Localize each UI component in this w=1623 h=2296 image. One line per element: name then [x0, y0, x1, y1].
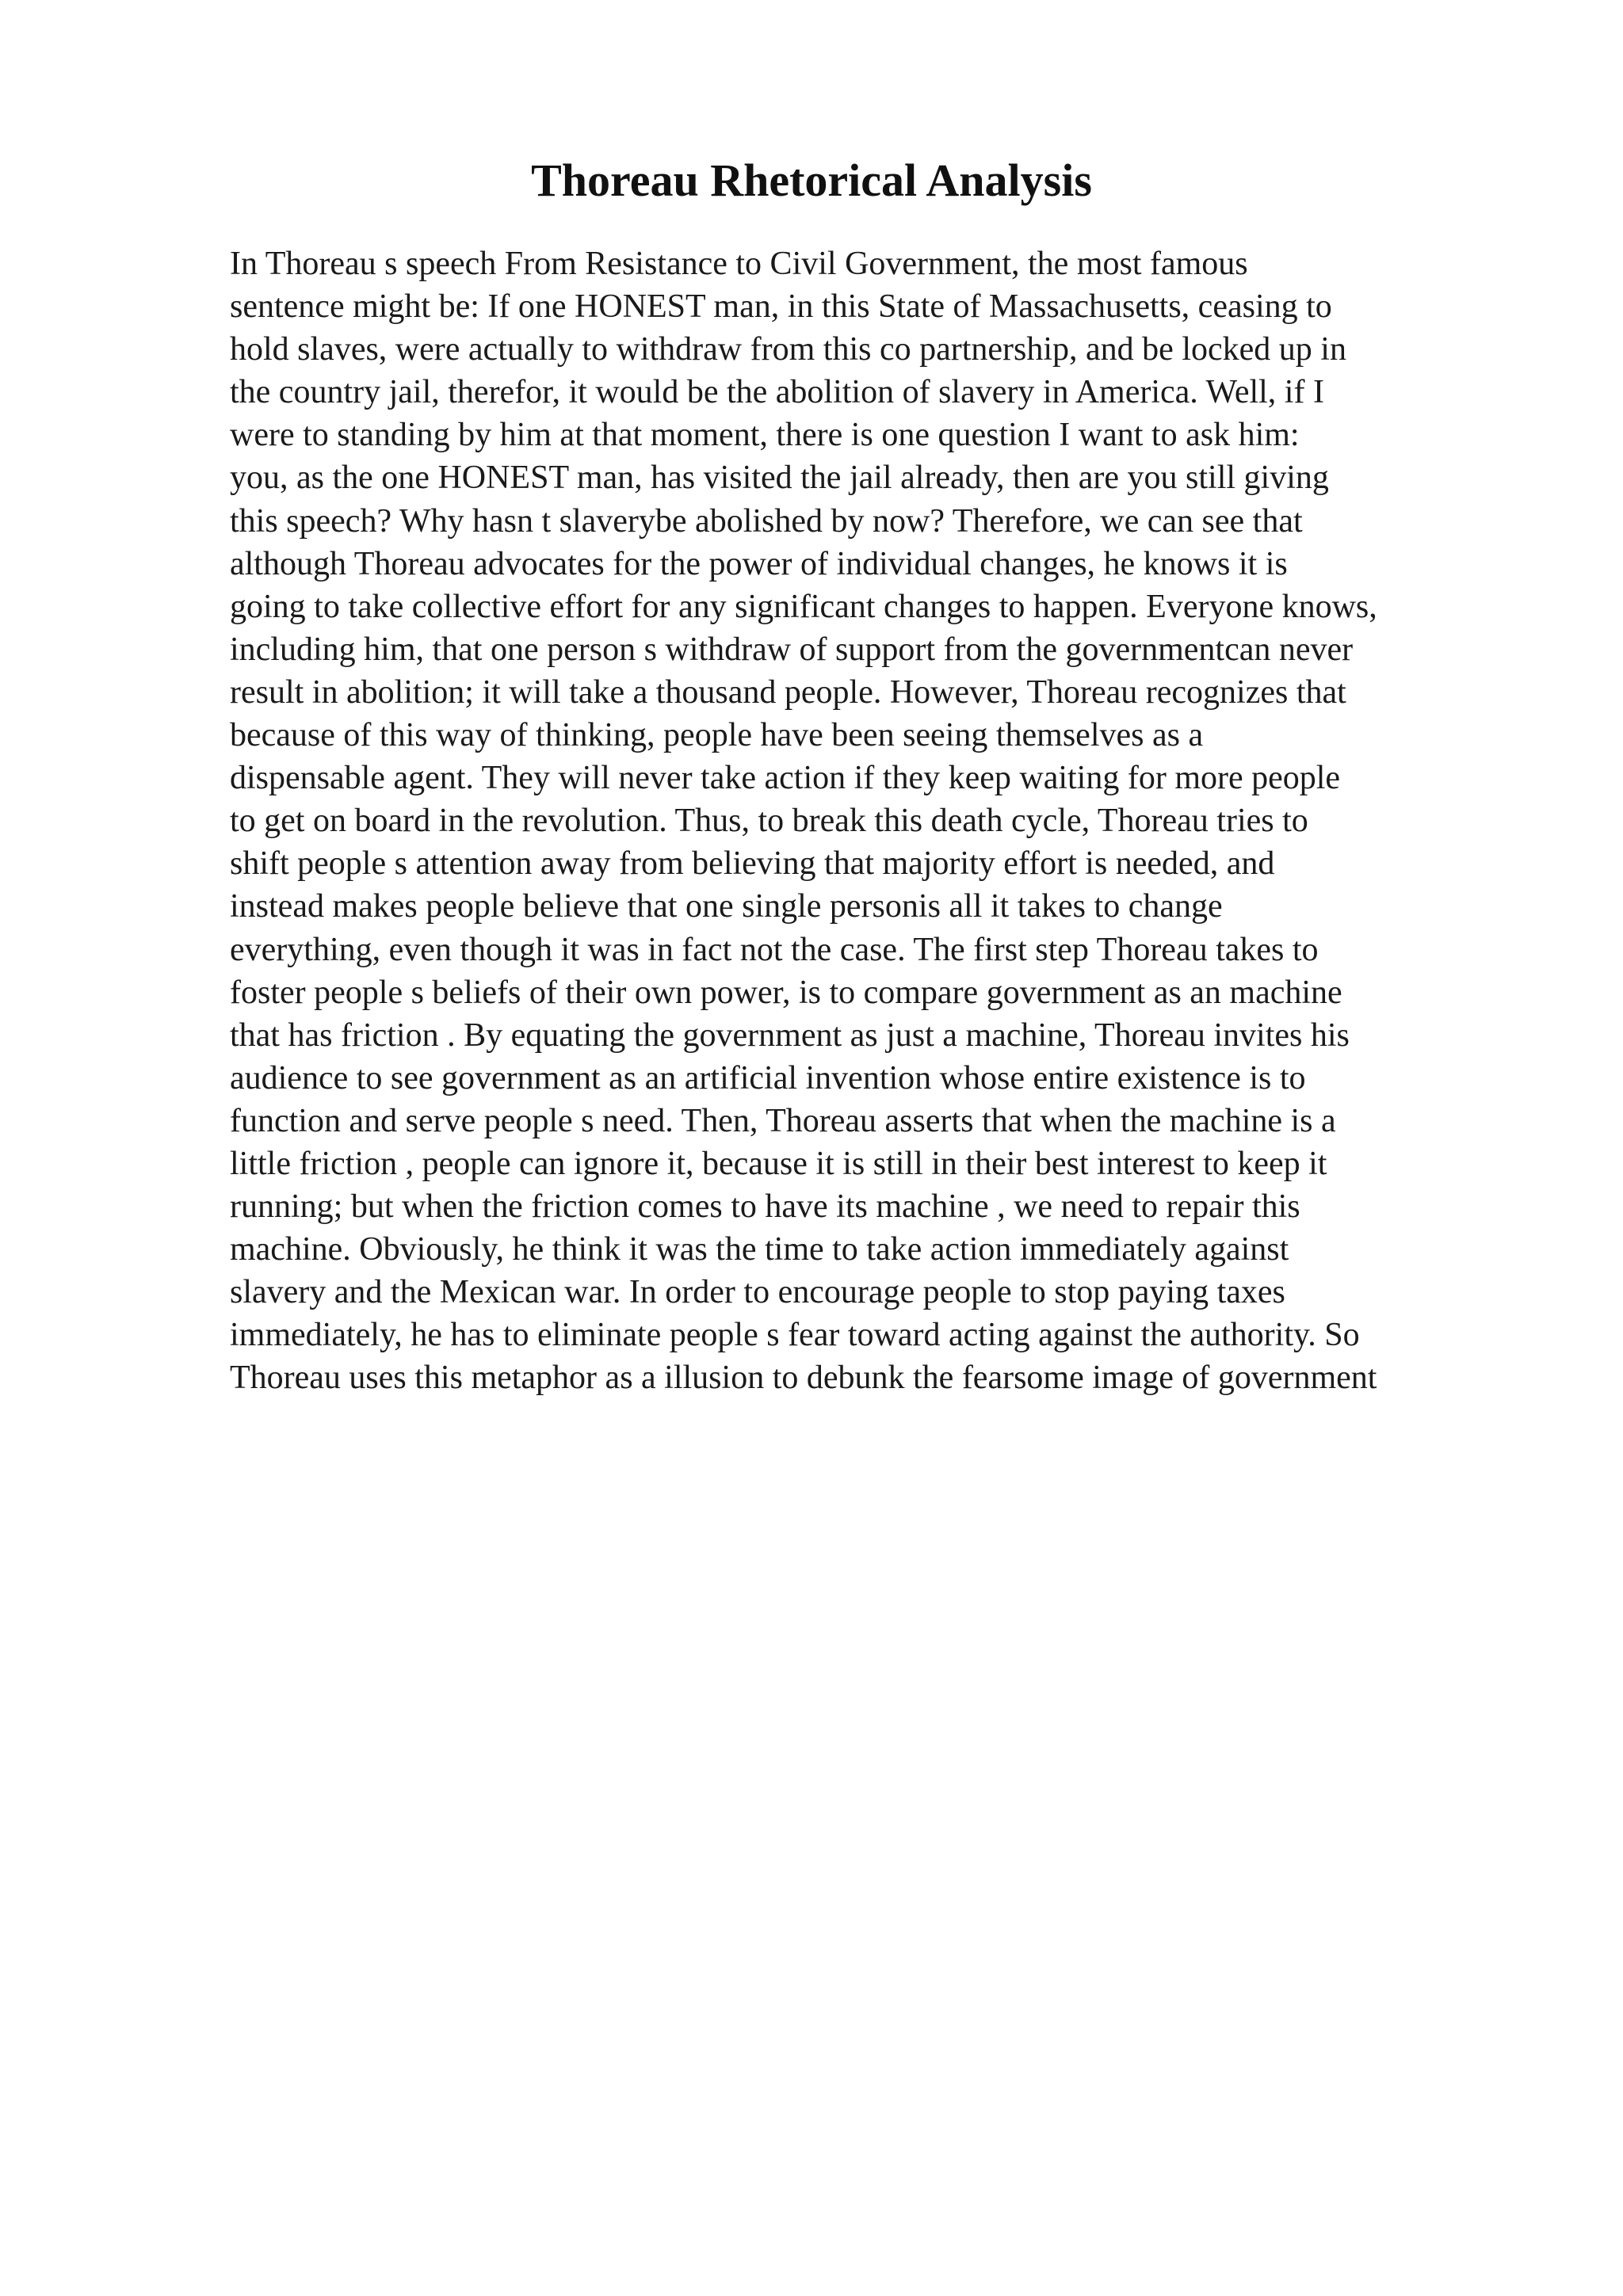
text-line: sentence might be: If one HONEST man, in this State of Massachusetts, ceasing to — [230, 288, 1332, 326]
text-line: hold slaves, were actually to withdraw from this co partnership, and be locked up in — [230, 331, 1346, 368]
text-line: to get on board in the revolution. Thus, to break this death cycle, Thoreau tries to — [230, 803, 1308, 840]
text-line: that has friction . By equating the government as just a machine, Thoreau invites his — [230, 1016, 1350, 1054]
text-line: machine. Obviously, he think it was the time to take action immediately against — [230, 1231, 1289, 1268]
text-line: function and serve people s need. Then, Thoreau asserts that when the machine is a — [230, 1102, 1336, 1139]
text-line: immediately, he has to eliminate people s fear toward acting against the authority. So — [230, 1317, 1360, 1354]
text-line: running; but when the friction comes to have its machine , we need to repair this — [230, 1188, 1300, 1226]
text-line: although Thoreau advocates for the power of individual changes, he knows it is — [230, 545, 1288, 582]
text-line: result in abolition; it will take a thousand people. However, Thoreau recognizes that — [230, 673, 1346, 711]
text-line: were to standing by him at that moment, there is one question I want to ask him: — [230, 417, 1300, 454]
text-line: little friction , people can ignore it, because it is still in their best interest to keep it — [230, 1145, 1327, 1182]
text-line: instead makes people believe that one single personis all it takes to change — [230, 888, 1223, 925]
text-line: foster people s beliefs of their own power, is to compare government as an machine — [230, 974, 1342, 1011]
body-paragraph — [230, 242, 1498, 1400]
text-line: this speech? Why hasn t slaverybe abolished by now? Therefore, we can see that — [230, 502, 1303, 540]
text-line: shift people s attention away from believing that majority effort is needed, and — [230, 845, 1275, 883]
text-line: dispensable agent. They will never take action if they keep waiting for more people — [230, 760, 1341, 797]
text-line: going to take collective effort for any significant changes to happen. Everyone knows, — [230, 588, 1377, 625]
text-line: audience to see government as an artificial invention whose entire existence is to — [230, 1059, 1306, 1097]
text-line: everything, even though it was in fact not the case. The first step Thoreau takes to — [230, 931, 1319, 968]
text-line: In Thoreau s speech From Resistance to Civil Government, the most famous — [230, 246, 1248, 282]
document-title: Thoreau Rhetorical Analysis — [531, 154, 1092, 206]
text-line: because of this way of thinking, people have been seeing themselves as a — [230, 717, 1204, 754]
text-line: you, as the one HONEST man, has visited the jail already, then are you still giving — [230, 460, 1329, 497]
text-line: including him, that one person s withdraw of support from the governmentcan never — [230, 631, 1354, 668]
text-line: Thoreau uses this metaphor as a illusion to debunk the fearsome image of government — [230, 1360, 1377, 1397]
text-line: slavery and the Mexican war. In order to encourage people to stop paying taxes — [230, 1274, 1285, 1311]
text-line: the country jail, therefor, it would be the abolition of slavery in America. Well, if I — [230, 374, 1324, 411]
